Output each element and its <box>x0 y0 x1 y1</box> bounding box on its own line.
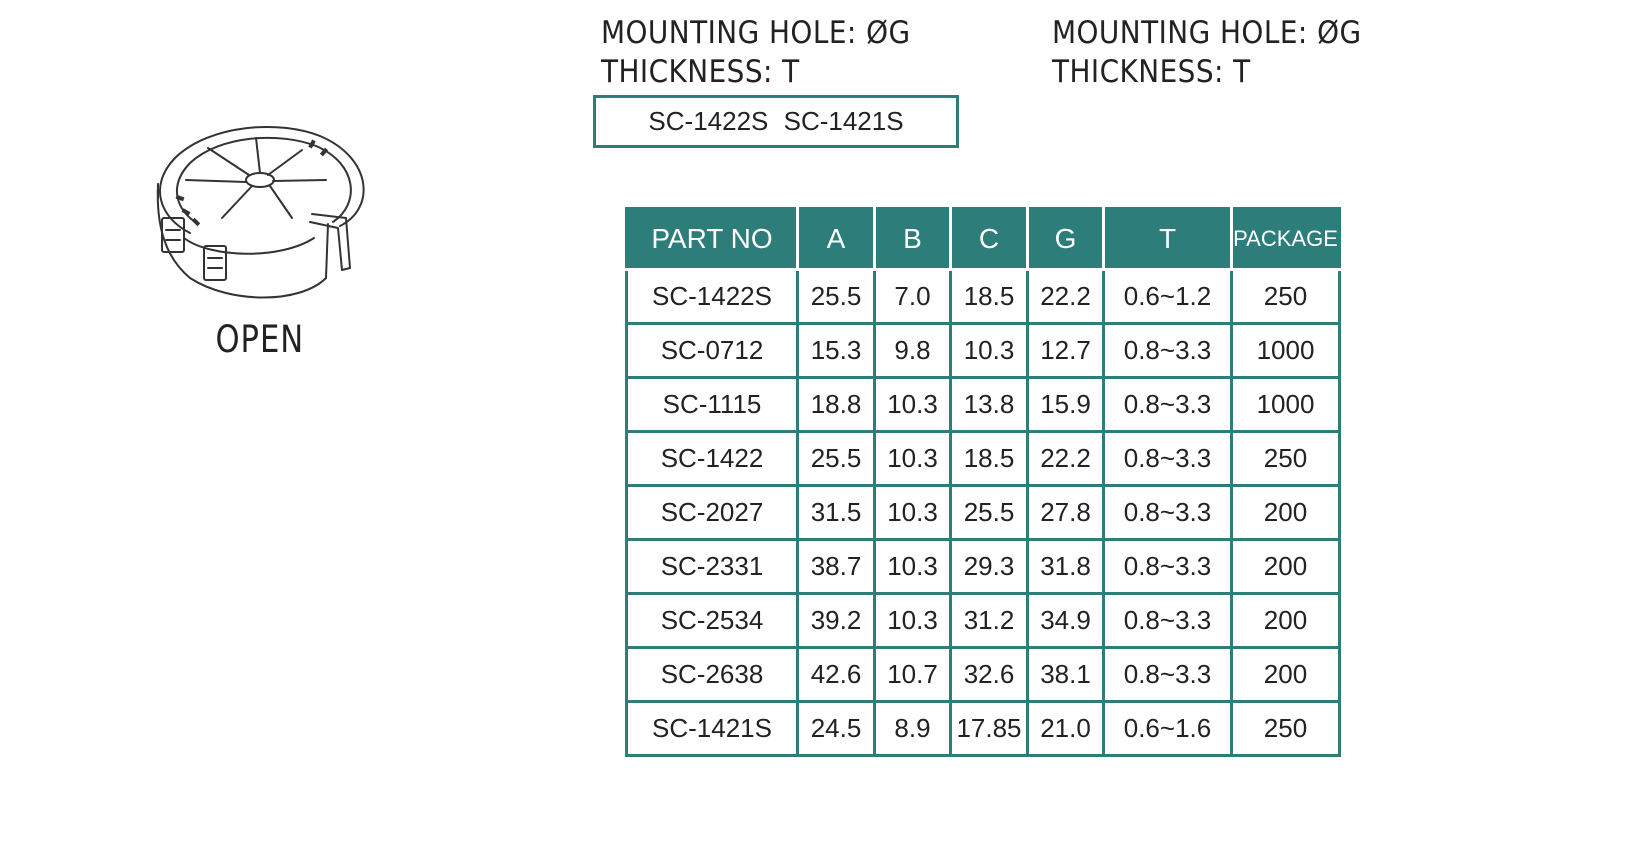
cell-package: 250 <box>1232 702 1340 756</box>
cell-package: 200 <box>1232 540 1340 594</box>
cell-c: 32.6 <box>951 648 1028 702</box>
cell-b: 10.3 <box>875 432 951 486</box>
cell-part-no: SC-2027 <box>627 486 798 540</box>
cell-part-no: SC-1421S <box>627 702 798 756</box>
cell-b: 10.3 <box>875 378 951 432</box>
cell-package: 250 <box>1232 270 1340 324</box>
mounting-hole-label: MOUNTING HOLE: ØG <box>1052 15 1362 51</box>
cell-part-no: SC-1422 <box>627 432 798 486</box>
state-label: OPEN <box>215 318 305 361</box>
cable-bushing-open-icon <box>150 118 390 318</box>
cell-package: 250 <box>1232 432 1340 486</box>
spec-block-left <box>601 14 911 92</box>
cell-a: 31.5 <box>798 486 875 540</box>
cell-package: 200 <box>1232 648 1340 702</box>
cell-a: 18.8 <box>798 378 875 432</box>
table-row <box>627 486 1340 540</box>
cell-c: 17.85 <box>951 702 1028 756</box>
table-row <box>627 432 1340 486</box>
cell-a: 42.6 <box>798 648 875 702</box>
cell-part-no: SC-2331 <box>627 540 798 594</box>
cell-b: 10.3 <box>875 540 951 594</box>
cell-b: 9.8 <box>875 324 951 378</box>
spec-table <box>625 207 1341 757</box>
cell-t: 0.8~3.3 <box>1104 378 1232 432</box>
cell-g: 22.2 <box>1028 270 1104 324</box>
table-row <box>627 324 1340 378</box>
header-a: A <box>798 209 875 270</box>
cell-b: 10.3 <box>875 594 951 648</box>
thickness-label: THICKNESS: T <box>1052 54 1251 90</box>
cell-g: 22.2 <box>1028 432 1104 486</box>
cell-t: 0.8~3.3 <box>1104 594 1232 648</box>
cell-t: 0.6~1.6 <box>1104 702 1232 756</box>
table-row <box>627 648 1340 702</box>
header-b: B <box>875 209 951 270</box>
table-row <box>627 594 1340 648</box>
cell-a: 25.5 <box>798 270 875 324</box>
cell-c: 29.3 <box>951 540 1028 594</box>
header-part-no: PART NO <box>627 209 798 270</box>
table-row <box>627 270 1340 324</box>
cell-g: 21.0 <box>1028 702 1104 756</box>
cell-part-no: SC-1115 <box>627 378 798 432</box>
cell-g: 12.7 <box>1028 324 1104 378</box>
cell-b: 10.3 <box>875 486 951 540</box>
header-g: G <box>1028 209 1104 270</box>
cell-a: 25.5 <box>798 432 875 486</box>
cell-g: 27.8 <box>1028 486 1104 540</box>
cell-t: 0.6~1.2 <box>1104 270 1232 324</box>
cell-t: 0.8~3.3 <box>1104 540 1232 594</box>
cell-a: 38.7 <box>798 540 875 594</box>
cell-package: 200 <box>1232 594 1340 648</box>
header-t: T <box>1104 209 1232 270</box>
table-header-row <box>627 209 1340 270</box>
model-box <box>593 95 959 148</box>
cell-c: 31.2 <box>951 594 1028 648</box>
table-row <box>627 702 1340 756</box>
header-c: C <box>951 209 1028 270</box>
cell-a: 15.3 <box>798 324 875 378</box>
cell-c: 10.3 <box>951 324 1028 378</box>
cell-c: 25.5 <box>951 486 1028 540</box>
cell-part-no: SC-2534 <box>627 594 798 648</box>
model-box-text: SC-1422S SC-1421S <box>648 106 904 136</box>
cell-part-no: SC-0712 <box>627 324 798 378</box>
cell-t: 0.8~3.3 <box>1104 648 1232 702</box>
cell-package: 200 <box>1232 486 1340 540</box>
table-row <box>627 540 1340 594</box>
cell-g: 34.9 <box>1028 594 1104 648</box>
table-row <box>627 378 1340 432</box>
mounting-hole-label: MOUNTING HOLE: ØG <box>601 15 911 51</box>
spec-block-right <box>1052 14 1362 92</box>
cell-package: 1000 <box>1232 378 1340 432</box>
cell-a: 39.2 <box>798 594 875 648</box>
thickness-label: THICKNESS: T <box>601 54 800 90</box>
cell-g: 38.1 <box>1028 648 1104 702</box>
cell-b: 10.7 <box>875 648 951 702</box>
cell-b: 8.9 <box>875 702 951 756</box>
cell-a: 24.5 <box>798 702 875 756</box>
cell-g: 15.9 <box>1028 378 1104 432</box>
cell-c: 18.5 <box>951 432 1028 486</box>
cell-b: 7.0 <box>875 270 951 324</box>
header-package: PACKAGE <box>1232 209 1340 270</box>
cell-c: 13.8 <box>951 378 1028 432</box>
cell-t: 0.8~3.3 <box>1104 432 1232 486</box>
cell-part-no: SC-1422S <box>627 270 798 324</box>
cell-c: 18.5 <box>951 270 1028 324</box>
cell-t: 0.8~3.3 <box>1104 486 1232 540</box>
cell-g: 31.8 <box>1028 540 1104 594</box>
cell-package: 1000 <box>1232 324 1340 378</box>
cell-part-no: SC-2638 <box>627 648 798 702</box>
cell-t: 0.8~3.3 <box>1104 324 1232 378</box>
